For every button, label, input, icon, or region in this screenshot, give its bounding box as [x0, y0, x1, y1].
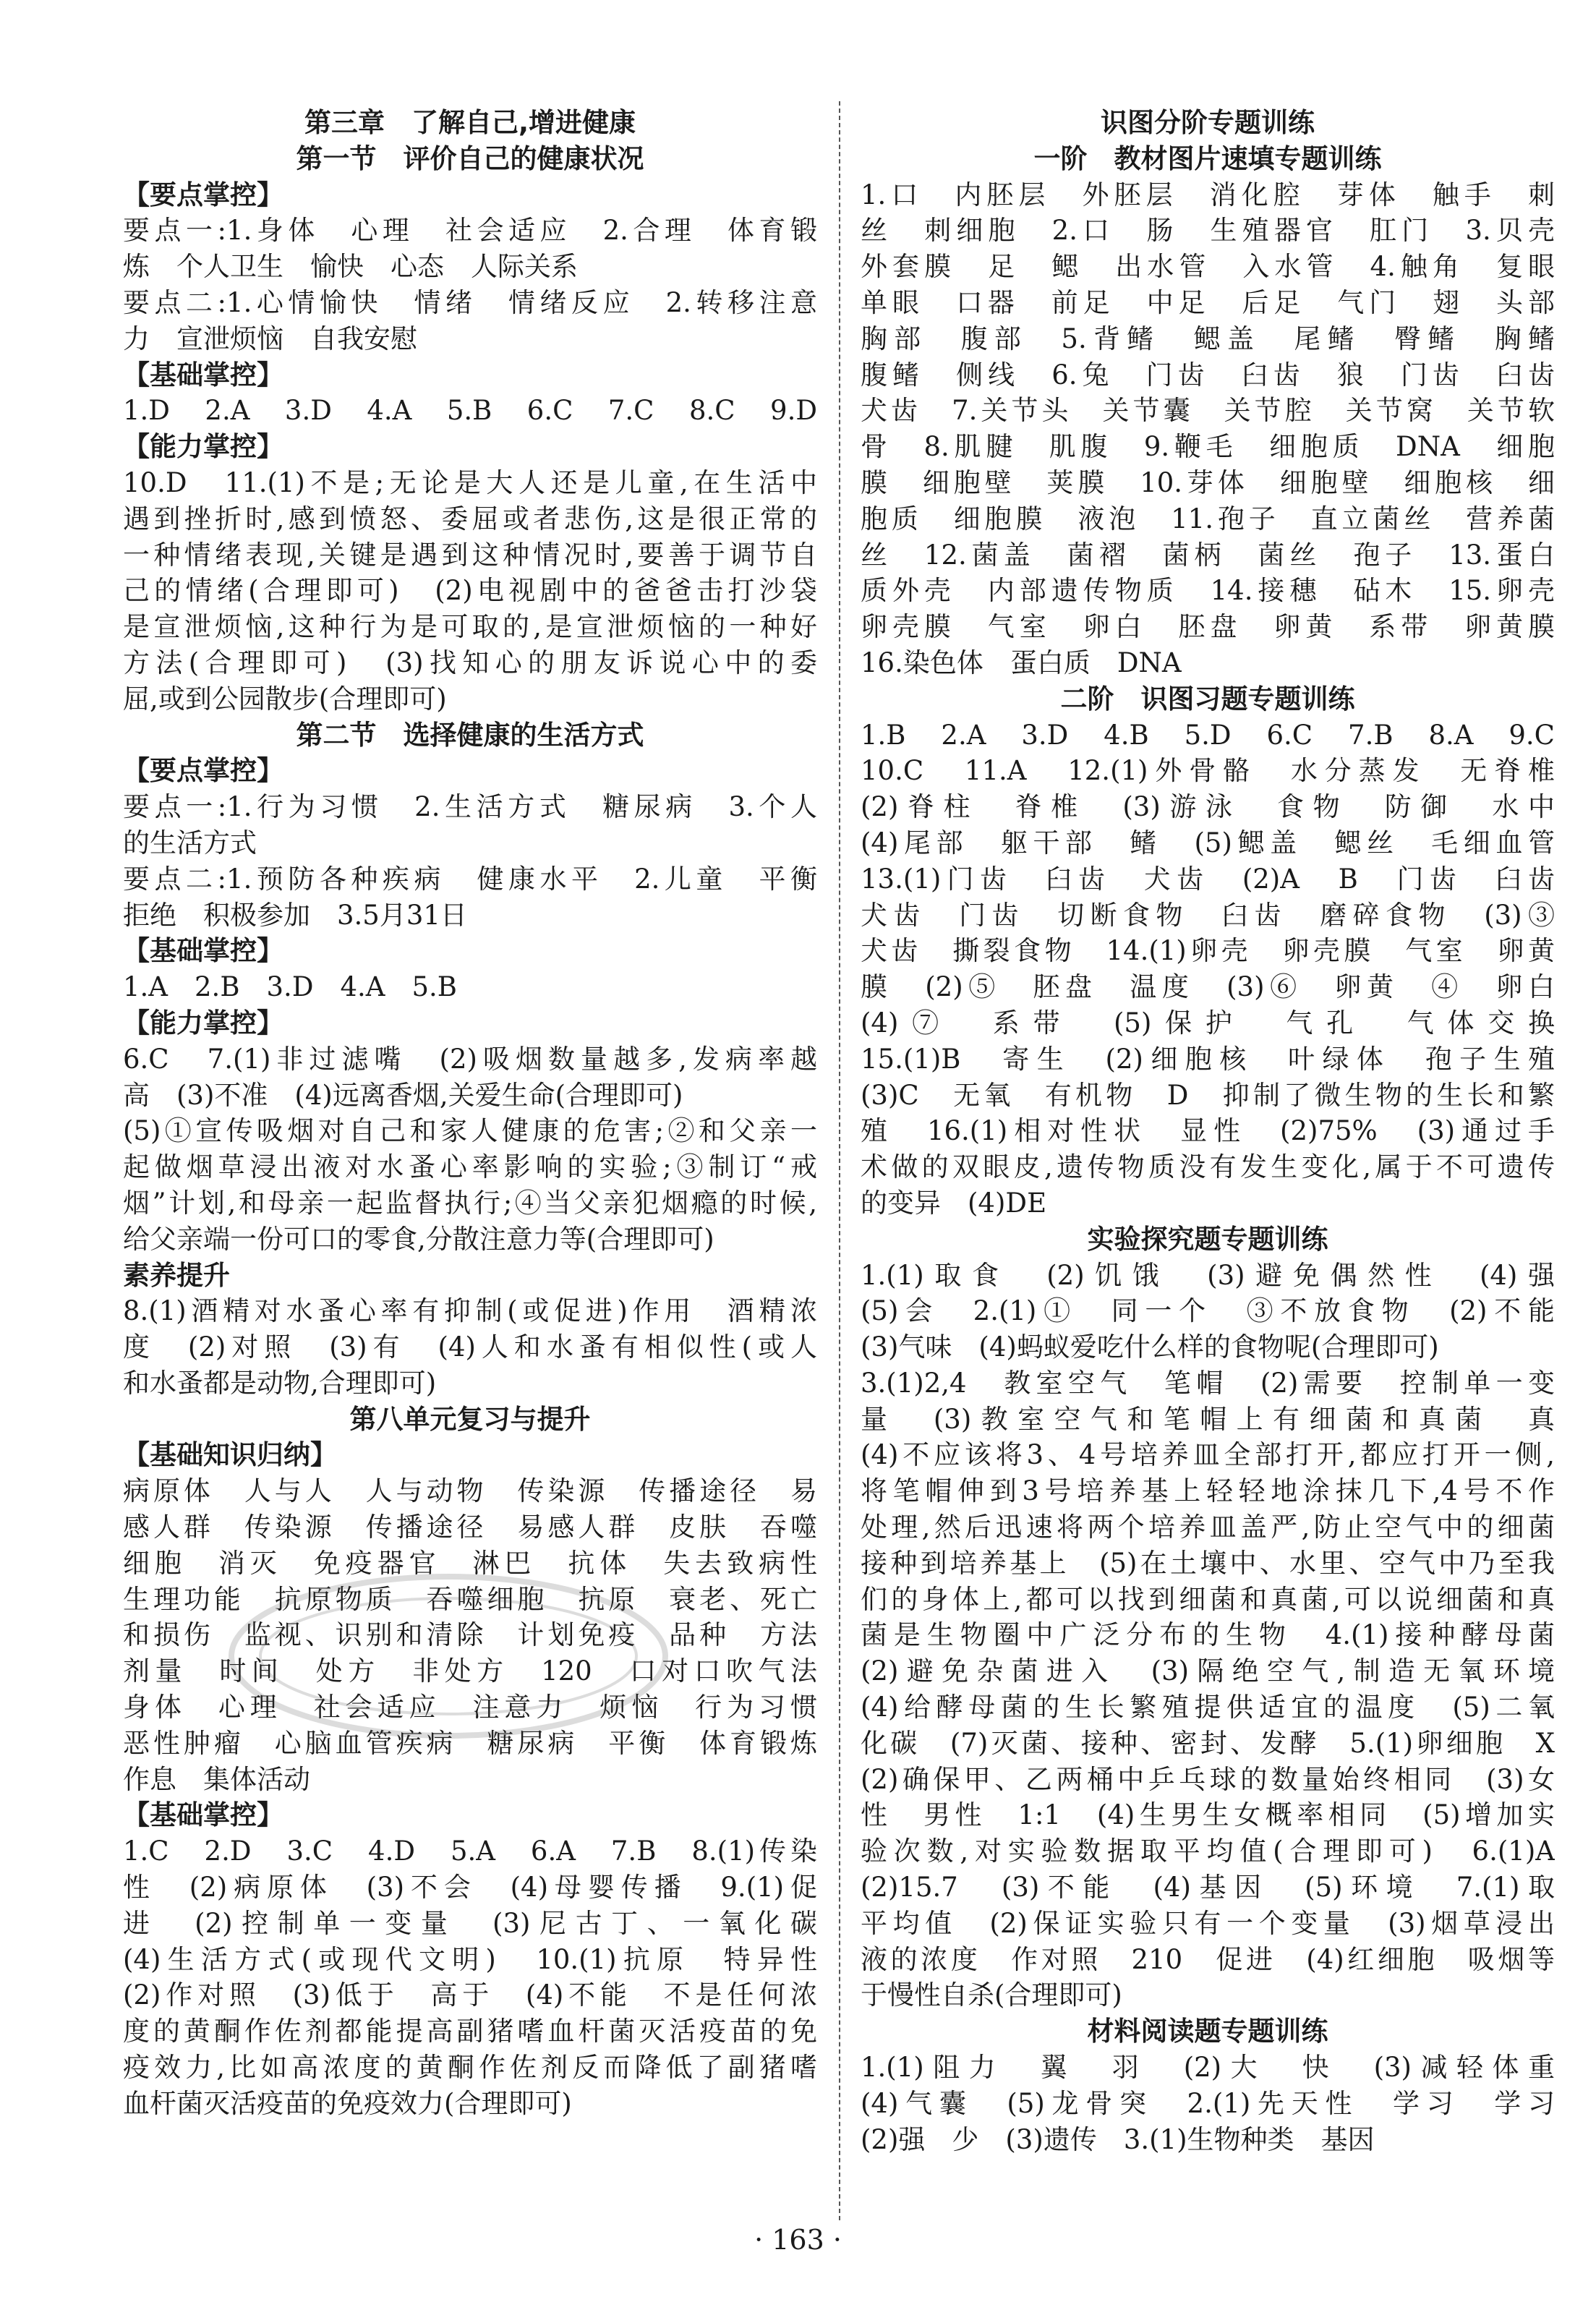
right-answer-line: 1.口 内胚层 外胚层 消化腔 芽体 触手 刺	[861, 179, 1555, 210]
left-answer-line: 力 宣泄烦恼 自我安慰	[123, 323, 417, 354]
left-answer-line: 度的黄酮作佐剂都能提高副猪嗜血杆菌灭活疫苗的免	[123, 2016, 817, 2047]
right-section-title: 一阶 教材图片速填专题训练	[1033, 142, 1382, 174]
right-answer-line: 10.C 11.A 12.(1)外骨骼 水分蒸发 无脊椎	[861, 755, 1555, 787]
right-answer-line: 量 (3)教室空气和笔帽上有细菌和真菌 真	[861, 1403, 1555, 1435]
left-answer-line: 恶性肿瘤 心脑血管疾病 糖尿病 平衡 体育锻炼	[123, 1727, 817, 1759]
right-answer-line: 处理,然后迅速将两个培养皿盖严,防止空气中的细菌	[861, 1512, 1555, 1543]
right-answer-line: (2)避免杂菌进入 (3)隔绝空气,制造无氧环境	[861, 1655, 1555, 1687]
left-section-title: 第一节 评价自己的健康状况	[296, 142, 644, 174]
left-section-heading: 【基础掌控】	[123, 1799, 283, 1831]
right-answer-line: (3)气味 (4)蚂蚁爱吃什么样的食物呢(合理即可)	[861, 1331, 1439, 1363]
right-answer-line: 胸部 腹部 5.背鳍 鳃盖 尾鳍 臀鳍 胸鳍	[861, 323, 1555, 354]
left-answer-line: 度 (2)对照 (3)有 (4)人和水蚤有相似性(或人	[123, 1331, 817, 1363]
left-answer-line: 感人群 传染源 传播途径 易感人群 皮肤 吞噬	[123, 1512, 817, 1543]
right-section-title: 材料阅读题专题训练	[1087, 2016, 1328, 2047]
right-answer-line: 单眼 口器 前足 中足 后足 气门 翅 头部	[861, 286, 1555, 318]
left-answer-line: 1.A 2.B 3.D 4.A 5.B	[123, 971, 457, 1003]
left-answer-line: 病原体 人与人 人与动物 传染源 传播途径 易	[123, 1475, 817, 1507]
left-answer-line: 要点一:1.行为习惯 2.生活方式 糖尿病 3.个人	[123, 791, 817, 823]
left-answer-line: 作息 集体活动	[123, 1763, 310, 1795]
right-section-title: 识图分阶专题训练	[1101, 107, 1315, 138]
left-answer-line: 身体 心理 社会适应 注意力 烦恼 行为习惯	[123, 1692, 817, 1723]
left-answer-line: 生理功能 抗原物质 吞噬细胞 抗原 衰老、死亡	[123, 1583, 817, 1615]
right-answer-line: 3.(1)2,4 教室空气 笔帽 (2)需要 控制单一变	[861, 1367, 1555, 1399]
right-answer-line: (2)15.7 (3)不能 (4)基因 (5)环境 7.(1)取	[861, 1872, 1555, 1904]
left-answer-line: 疫效力,比如高浓度的黄酮作佐剂反而降低了副猪嗜	[123, 2052, 817, 2084]
left-answer-line: 的生活方式	[123, 827, 257, 858]
right-answer-line: 丝 12.菌盖 菌褶 菌柄 菌丝 孢子 13.蛋白	[861, 539, 1555, 571]
right-answer-line: 殖 16.(1)相对性状 显性 (2)75% (3)通过手	[861, 1115, 1555, 1147]
left-answer-line: 烟”计划,和母亲一起监督执行;④当父亲犯烟瘾的时候,	[123, 1187, 817, 1219]
left-section-title: 第二节 选择健康的生活方式	[296, 719, 644, 751]
right-answer-line: 于慢性自杀(合理即可)	[861, 1979, 1122, 2011]
right-answer-line: 性 男性 1:1 (4)生男生女概率相同 (5)增加实	[861, 1799, 1555, 1831]
right-section-title: 二阶 识图习题专题训练	[1060, 683, 1355, 715]
right-answer-line: 1.B 2.A 3.D 4.B 5.D 6.C 7.B 8.A 9.C	[861, 719, 1555, 751]
right-answer-line: 犬齿 撕裂食物 14.(1)卵壳 卵壳膜 气室 卵黄	[861, 935, 1555, 967]
right-answer-line: 质外壳 内部遗传物质 14.接穗 砧木 15.卵壳	[861, 575, 1555, 607]
left-answer-line: 屈,或到公园散步(合理即可)	[123, 683, 447, 715]
right-answer-line: 犬齿 7.关节头 关节囊 关节腔 关节窝 关节软	[861, 395, 1555, 427]
right-answer-line: 胞质 细胞膜 液泡 11.孢子 直立菌丝 营养菌	[861, 503, 1555, 534]
left-answer-line: 细胞 消灭 免疫器官 淋巴 抗体 失去致病性	[123, 1547, 817, 1579]
left-column	[123, 105, 817, 2122]
right-answer-line: 犬齿 门齿 切断食物 臼齿 磨碎食物 (3)③	[861, 899, 1555, 931]
left-section-heading: 【基础掌控】	[123, 359, 283, 391]
right-answer-line: 液的浓度 作对照 210 促进 (4)红细胞 吸烟等	[861, 1943, 1555, 1975]
right-answer-line: 菌是生物圈中广泛分布的生物 4.(1)接种酵母菌	[861, 1619, 1555, 1651]
right-answer-line: 化碳 (7)灭菌、接种、密封、发酵 5.(1)卵细胞 X	[861, 1727, 1555, 1759]
right-answer-line: 骨 8.肌腱 肌腹 9.鞭毛 细胞质 DNA 细胞	[861, 431, 1555, 463]
right-answer-line: (4)⑦ 系带 (5)保护 气孔 气体交换	[861, 1007, 1555, 1039]
right-answer-line: (2)确保甲、乙两桶中乒乓球的数量始终相同 (3)女	[861, 1763, 1555, 1795]
left-answer-line: 起做烟草浸出液对水蚤心率影响的实验;③制订“戒	[123, 1151, 817, 1183]
left-answer-line: 要点一:1.身体 心理 社会适应 2.合理 体育锻	[123, 215, 817, 247]
right-answer-line: 们的身体上,都可以找到细菌和真菌,可以说细菌和真	[861, 1583, 1555, 1615]
left-answer-line: 是宣泄烦恼,这种行为是可取的,是宣泄烦恼的一种好	[123, 611, 817, 643]
left-answer-line: 和水蚤都是动物,合理即可)	[123, 1367, 437, 1399]
right-answer-line: 13.(1)门齿 臼齿 犬齿 (2)A B 门齿 臼齿	[861, 863, 1555, 895]
left-answer-line: (5)①宣传吸烟对自己和家人健康的危害;②和父亲一	[123, 1115, 817, 1147]
right-answer-line: 卵壳膜 气室 卵白 胚盘 卵黄 系带 卵黄膜	[861, 611, 1555, 643]
page-number: · 163 ·	[754, 2224, 842, 2256]
right-answer-line: 16.染色体 蛋白质 DNA	[861, 647, 1182, 678]
left-section-heading: 【要点掌控】	[123, 179, 283, 210]
left-answer-line: 高 (3)不准 (4)远离香烟,关爱生命(合理即可)	[123, 1079, 683, 1111]
left-section-heading: 【基础掌控】	[123, 935, 283, 967]
right-answer-line: 膜 细胞壁 荚膜 10.芽体 细胞壁 细胞核 细	[861, 466, 1555, 498]
left-answer-line: (4)生活方式(或现代文明) 10.(1)抗原 特异性	[123, 1943, 817, 1975]
right-answer-line: 15.(1)B 寄生 (2)细胞核 叶绿体 孢子生殖	[861, 1043, 1555, 1075]
left-answer-line: 性 (2)病原体 (3)不会 (4)母婴传播 9.(1)促	[123, 1872, 817, 1904]
right-answer-line: 验次数,对实验数据取平均值(合理即可) 6.(1)A	[861, 1836, 1555, 1867]
left-answer-line: 10.D 11.(1)不是;无论是大人还是儿童,在生活中	[123, 466, 817, 498]
left-answer-line: 1.D 2.A 3.D 4.A 5.B 6.C 7.C 8.C 9.D	[123, 395, 817, 427]
right-answer-line: (4)尾部 躯干部 鳍 (5)鳃盖 鳃丝 毛细血管	[861, 827, 1555, 858]
right-column	[861, 105, 1555, 2157]
left-answer-line: 剂量 时间 处方 非处方 120 口对口吹气法	[123, 1655, 817, 1687]
left-answer-line: (2)作对照 (3)低于 高于 (4)不能 不是任何浓	[123, 1979, 817, 2011]
left-answer-line: 要点二:1.心情愉快 情绪 情绪反应 2.转移注意	[123, 286, 817, 318]
right-section-title: 实验探究题专题训练	[1087, 1223, 1328, 1255]
left-answer-line: 进 (2)控制单一变量 (3)尼古丁、一氧化碳	[123, 1907, 817, 1939]
right-answer-line: (3)C 无氧 有机物 D 抑制了微生物的生长和繁	[861, 1079, 1555, 1111]
right-answer-line: 平均值 (2)保证实验只有一个变量 (3)烟草浸出	[861, 1907, 1555, 1939]
right-answer-line: 1.(1)取食 (2)饥饿 (3)避免偶然性 (4)强	[861, 1259, 1555, 1291]
left-section-heading: 素养提升	[123, 1259, 230, 1291]
right-answer-line: 1.(1)阻力 翼 羽 (2)大 快 (3)减轻体重	[861, 2052, 1555, 2084]
left-answer-line: 遇到挫折时,感到愤怒、委屈或者悲伤,这是很正常的	[123, 503, 817, 534]
right-answer-line: 将笔帽伸到3号培养基上轻轻地涂抹几下,4号不作	[861, 1475, 1555, 1507]
left-answer-line: 给父亲端一份可口的零食,分散注意力等(合理即可)	[123, 1223, 714, 1255]
right-answer-line: 接种到培养基上 (5)在土壤中、水里、空气中乃至我	[861, 1547, 1555, 1579]
right-answer-line: 腹鳍 侧线 6.兔 门齿 臼齿 狼 门齿 臼齿	[861, 359, 1555, 391]
right-answer-line: 术做的双眼皮,遗传物质没有发生变化,属于不可遗传	[861, 1151, 1555, 1183]
left-answer-line: 1.C 2.D 3.C 4.D 5.A 6.A 7.B 8.(1)传染	[123, 1836, 817, 1867]
left-answer-line: 一种情绪表现,关键是遇到这种情况时,要善于调节自	[123, 539, 817, 571]
left-answer-line: 拒绝 积极参加 3.5月31日	[123, 899, 467, 931]
left-answer-line: 6.C 7.(1)非过滤嘴 (2)吸烟数量越多,发病率越	[123, 1043, 817, 1075]
left-answer-line: 和损伤 监视、识别和清除 计划免疫 品种 方法	[123, 1619, 817, 1651]
left-answer-line: 要点二:1.预防各种疾病 健康水平 2.儿童 平衡	[123, 863, 817, 895]
left-answer-line: 方法(合理即可) (3)找知心的朋友诉说心中的委	[123, 647, 817, 678]
left-answer-line: 8.(1)酒精对水蚤心率有抑制(或促进)作用 酒精浓	[123, 1295, 817, 1327]
left-section-title: 第八单元复习与提升	[349, 1403, 591, 1435]
right-answer-line: (4)给酵母菌的生长繁殖提供适宜的温度 (5)二氧	[861, 1692, 1555, 1723]
right-answer-line: 的变异 (4)DE	[861, 1187, 1047, 1219]
right-answer-line: (4)不应该将3、4号培养皿全部打开,都应打开一侧,	[861, 1439, 1555, 1471]
right-answer-line: (5)会 2.(1)① 同一个 ③不放食物 (2)不能	[861, 1295, 1555, 1327]
right-answer-line: (2)脊柱 脊椎 (3)游泳 食物 防御 水中	[861, 791, 1555, 823]
left-section-heading: 【能力掌控】	[123, 1007, 283, 1039]
right-answer-line: 丝 刺细胞 2.口 肠 生殖器官 肛门 3.贝壳	[861, 215, 1555, 247]
left-section-heading: 【基础知识归纳】	[123, 1439, 337, 1471]
left-answer-line: 己的情绪(合理即可) (2)电视剧中的爸爸击打沙袋	[123, 575, 817, 607]
left-section-title: 第三章 了解自己,增进健康	[304, 107, 636, 138]
right-answer-line: (4)气囊 (5)龙骨突 2.(1)先天性 学习 学习	[861, 2087, 1555, 2119]
column-divider	[839, 101, 840, 2220]
left-section-heading: 【要点掌控】	[123, 755, 283, 787]
right-answer-line: 膜 (2)⑤ 胚盘 温度 (3)⑥ 卵黄 ④ 卵白	[861, 971, 1555, 1003]
right-answer-line: 外套膜 足 鳃 出水管 入水管 4.触角 复眼	[861, 251, 1555, 283]
left-answer-line: 血杆菌灭活疫苗的免疫效力(合理即可)	[123, 2087, 572, 2119]
right-answer-line: (2)强 少 (3)遗传 3.(1)生物种类 基因	[861, 2123, 1375, 2155]
left-section-heading: 【能力掌控】	[123, 431, 283, 463]
left-answer-line: 炼 个人卫生 愉快 心态 人际关系	[123, 251, 578, 283]
